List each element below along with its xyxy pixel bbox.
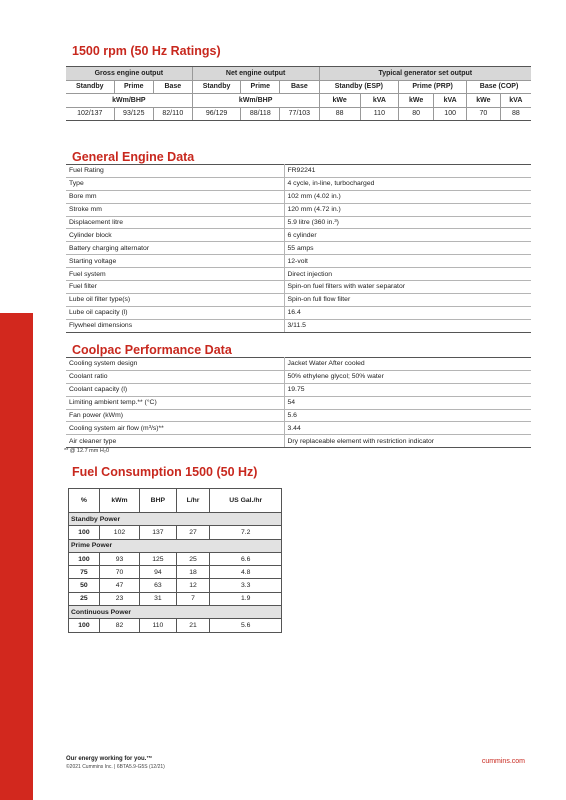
- fuel-cell: 5.6: [210, 619, 282, 632]
- rating-value: 88: [500, 107, 531, 121]
- footer: [66, 756, 165, 770]
- table-row: [66, 255, 531, 268]
- fuel-title: Fuel Consumption 1500 (50 Hz): [72, 465, 258, 479]
- table-row: [69, 619, 282, 632]
- rating-value: 110: [360, 107, 399, 121]
- row-label: Cooling system air flow (m³/s)**: [66, 422, 284, 435]
- rating-value: 100: [434, 107, 467, 121]
- sub-header: Base (COP): [467, 80, 531, 94]
- table-row: [66, 358, 531, 371]
- ratings-title: 1500 rpm (50 Hz Ratings): [72, 44, 221, 58]
- fuel-header-row: [69, 489, 282, 513]
- table-row: [66, 383, 531, 396]
- fuel-cell: 100: [69, 619, 100, 632]
- rating-value: 77/103: [280, 107, 319, 121]
- group-header: Gross engine output: [66, 67, 192, 81]
- row-label: Fuel system: [66, 268, 284, 281]
- table-row: [69, 566, 282, 579]
- group-header: Net engine output: [192, 67, 319, 81]
- fuel-cell: 137: [140, 526, 177, 539]
- group-row: [69, 606, 282, 619]
- coolpac-table: [66, 357, 531, 448]
- fuel-cell: 3.3: [210, 579, 282, 592]
- row-label: Fuel Rating: [66, 165, 284, 178]
- row-value: 54: [284, 396, 531, 409]
- unit-header: kVA: [500, 94, 531, 108]
- unit-header: kWm/BHP: [66, 94, 192, 108]
- sub-header: Prime (PRP): [399, 80, 467, 94]
- row-value: 19.75: [284, 383, 531, 396]
- row-value: 4 cycle, in-line, turbocharged: [284, 177, 531, 190]
- sub-header: Base: [154, 80, 193, 94]
- sub-header: Base: [280, 80, 319, 94]
- row-value: Spin-on full flow filter: [284, 293, 531, 306]
- table-row: [66, 203, 531, 216]
- engine-title: General Engine Data: [72, 150, 195, 164]
- rating-value: 70: [467, 107, 501, 121]
- row-value: 6 cylinder: [284, 229, 531, 242]
- group-header: Typical generator set output: [319, 67, 531, 81]
- row-label: Stroke mm: [66, 203, 284, 216]
- row-value: Dry replaceable element with restriction indicator: [284, 435, 531, 448]
- row-value: 50% ethylene glycol; 50% water: [284, 370, 531, 383]
- site-link[interactable]: cummins.com: [481, 758, 525, 765]
- fuel-cell: 27: [176, 526, 210, 539]
- table-row: [69, 552, 282, 565]
- fuel-cell: 93: [99, 552, 139, 565]
- row-label: Air cleaner type: [66, 435, 284, 448]
- row-label: Lube oil capacity (l): [66, 306, 284, 319]
- fuel-cell: 12: [176, 579, 210, 592]
- fuel-cell: 100: [69, 526, 100, 539]
- column-header: US Gal./hr: [210, 489, 282, 513]
- table-row: [66, 268, 531, 281]
- table-row: [66, 422, 531, 435]
- fuel-cell: 21: [176, 619, 210, 632]
- table-row: [66, 319, 531, 332]
- table-row: [69, 526, 282, 539]
- row-value: 55 amps: [284, 242, 531, 255]
- row-value: Spin-on fuel filters with water separator: [284, 281, 531, 294]
- fuel-cell: 7.2: [210, 526, 282, 539]
- sub-header: Prime: [114, 80, 153, 94]
- coolpac-footnote: ** @ 12.7 mm H₂0: [64, 448, 110, 454]
- fuel-cell: 4.8: [210, 566, 282, 579]
- fuel-cell: 94: [140, 566, 177, 579]
- fuel-cell: 50: [69, 579, 100, 592]
- fuel-cell: 110: [140, 619, 177, 632]
- rating-value: 80: [399, 107, 434, 121]
- fuel-cell: 70: [99, 566, 139, 579]
- fuel-cell: 6.6: [210, 552, 282, 565]
- group-label: Continuous Power: [69, 606, 282, 619]
- table-row: [66, 216, 531, 229]
- tagline: Our energy working for you.™: [66, 756, 153, 762]
- row-label: Bore mm: [66, 190, 284, 203]
- row-label: Battery charging alternator: [66, 242, 284, 255]
- rating-value: 102/137: [66, 107, 114, 121]
- row-value: Direct injection: [284, 268, 531, 281]
- unit-header: kWe: [399, 94, 434, 108]
- row-label: Cooling system design: [66, 358, 284, 371]
- row-value: 5.9 litre (360 in.³): [284, 216, 531, 229]
- table-row: [66, 242, 531, 255]
- rating-value: 88/118: [241, 107, 280, 121]
- group-label: Standby Power: [69, 513, 282, 526]
- group-row: [69, 539, 282, 552]
- rating-value: 96/129: [192, 107, 241, 121]
- group-row: [69, 513, 282, 526]
- unit-header: kWe: [319, 94, 360, 108]
- sub-header: Prime: [241, 80, 280, 94]
- fuel-table: [68, 488, 282, 633]
- row-label: Type: [66, 177, 284, 190]
- row-value: 3.44: [284, 422, 531, 435]
- left-red-bar: [0, 313, 33, 800]
- unit-header: kVA: [434, 94, 467, 108]
- table-row: [66, 293, 531, 306]
- row-value: Jacket Water After cooled: [284, 358, 531, 371]
- rating-value: 82/110: [154, 107, 193, 121]
- column-header: BHP: [140, 489, 177, 513]
- fuel-cell: 31: [140, 592, 177, 605]
- row-label: Lube oil filter type(s): [66, 293, 284, 306]
- fuel-cell: 23: [99, 592, 139, 605]
- fuel-cell: 47: [99, 579, 139, 592]
- table-row: [69, 579, 282, 592]
- fuel-cell: 1.9: [210, 592, 282, 605]
- row-value: 102 mm (4.02 in.): [284, 190, 531, 203]
- row-value: 16.4: [284, 306, 531, 319]
- table-row: [66, 396, 531, 409]
- unit-header: kVA: [360, 94, 399, 108]
- fuel-cell: 125: [140, 552, 177, 565]
- table-row: [66, 177, 531, 190]
- row-label: Fuel filter: [66, 281, 284, 294]
- row-value: 12-volt: [284, 255, 531, 268]
- row-label: Flywheel dimensions: [66, 319, 284, 332]
- coolpac-title: Coolpac Performance Data: [72, 343, 232, 357]
- fuel-cell: 63: [140, 579, 177, 592]
- fuel-cell: 102: [99, 526, 139, 539]
- table-row: [69, 592, 282, 605]
- engine-table: [66, 164, 531, 333]
- table-row: [66, 190, 531, 203]
- copyright: ©2021 Cummins Inc. | 6BTA5.9-G5S (12/21): [66, 764, 165, 770]
- row-label: Starting voltage: [66, 255, 284, 268]
- table-row: [66, 165, 531, 178]
- fuel-cell: 7: [176, 592, 210, 605]
- row-label: Displacement litre: [66, 216, 284, 229]
- row-label: Cylinder block: [66, 229, 284, 242]
- unit-header: kWe: [467, 94, 501, 108]
- fuel-cell: 82: [99, 619, 139, 632]
- fuel-cell: 25: [69, 592, 100, 605]
- column-header: %: [69, 489, 100, 513]
- table-row: [66, 306, 531, 319]
- fuel-cell: 18: [176, 566, 210, 579]
- row-label: Coolant capacity (l): [66, 383, 284, 396]
- row-value: FR92241: [284, 165, 531, 178]
- row-value: 5.6: [284, 409, 531, 422]
- table-row: [66, 370, 531, 383]
- rating-value: 93/125: [114, 107, 153, 121]
- row-label: Fan power (kWm): [66, 409, 284, 422]
- unit-header: kWm/BHP: [192, 94, 319, 108]
- fuel-cell: 100: [69, 552, 100, 565]
- column-header: L/hr: [176, 489, 210, 513]
- sub-header: Standby: [192, 80, 241, 94]
- table-row: [66, 435, 531, 448]
- fuel-cell: 75: [69, 566, 100, 579]
- rating-value: 88: [319, 107, 360, 121]
- table-row: [66, 281, 531, 294]
- ratings-table: [66, 66, 531, 121]
- sub-header: Standby: [66, 80, 114, 94]
- table-row: [66, 409, 531, 422]
- fuel-cell: 25: [176, 552, 210, 565]
- row-value: 120 mm (4.72 in.): [284, 203, 531, 216]
- row-value: 3/11.5: [284, 319, 531, 332]
- sub-header: Standby (ESP): [319, 80, 399, 94]
- row-label: Limiting ambient temp.** (°C): [66, 396, 284, 409]
- group-label: Prime Power: [69, 539, 282, 552]
- column-header: kWm: [99, 489, 139, 513]
- row-label: Coolant ratio: [66, 370, 284, 383]
- table-row: [66, 229, 531, 242]
